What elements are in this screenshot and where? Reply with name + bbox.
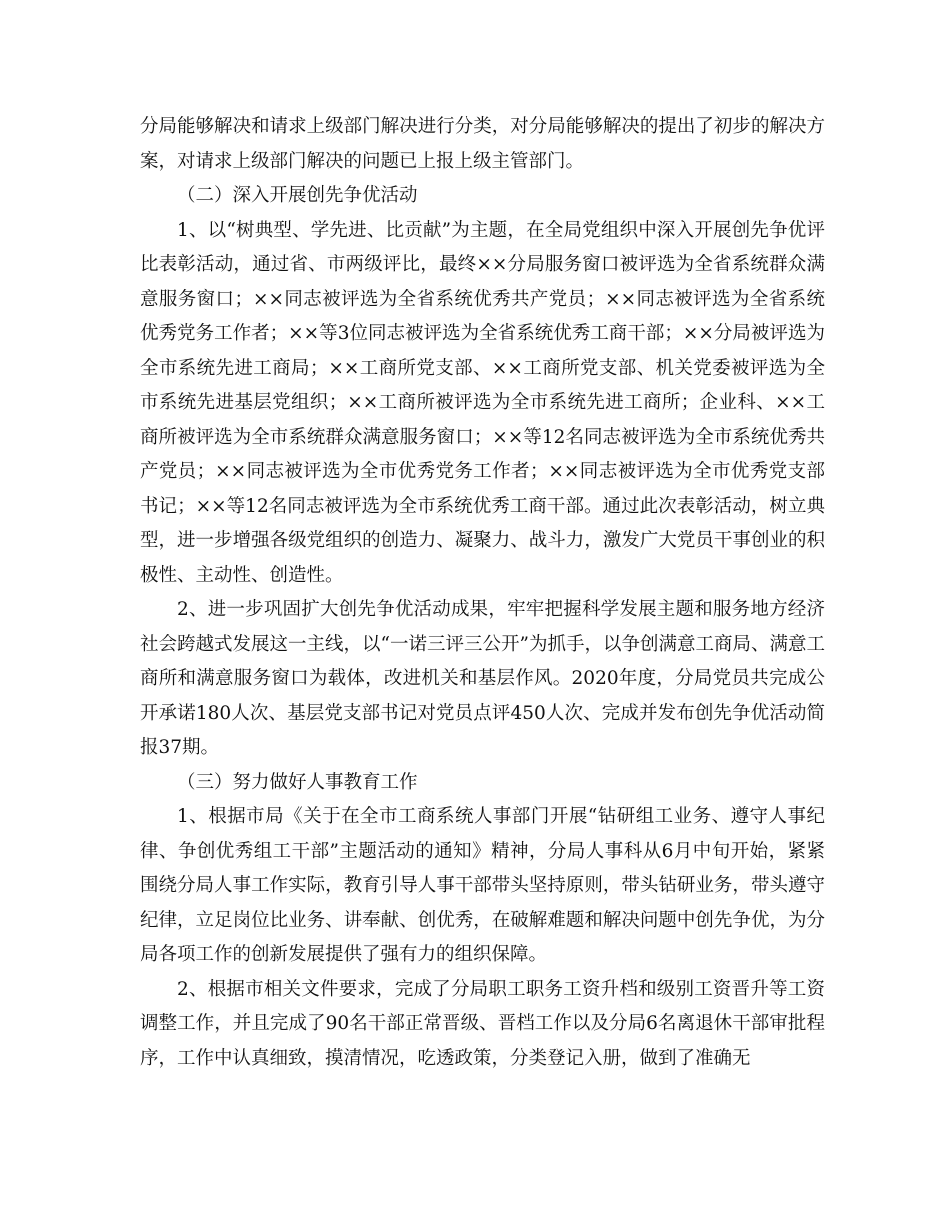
paragraph-awards: 1、以“树典型、学先进、比贡献”为主题，在全局党组织中深入开展创先争优评比表彰活动，通过省、市两级评比，最终××分局服务窗口被评选为全省系统群众满意服务窗口；××同志被评选为全省系统优秀共产党员；××同志被评选为全省系统优秀党务工作者；××等3位同志被评选为全省系统优秀工商干部；××分局被评选为全市系统先进工商局；××工商所党支部、××工商所党支部、机关党委被评选为全市系统先进基层党组织；××工商所被评选为全市系统先进工商所；企业科、××工商所被评选为全市系统群众满意服务窗口；××等12名同志被评选为全市系统优秀共产党员；××同志被评选为全市优秀党务工作者；××同志被评选为全市优秀党支部书记；××等12名同志被评选为全市系统优秀工商干部。通过此次表彰活动，树立典型，进一步增强各级党组织的创造力、凝聚力、战斗力，激发广大党员干事创业的积极性、主动性、创造性。 <box>140 219 825 586</box>
paragraph-continuation: 分局能够解决和请求上级部门解决进行分类，对分局能够解决的提出了初步的解决方案，对请求上级部门解决的问题已上报上级主管部门。 <box>140 116 825 172</box>
paragraph-personnel-activity: 1、根据市局《关于在全市工商系统人事部门开展“钻研组工业务、遵守人事纪律、争创优秀组工干部”主题活动的通知》精神，分局人事科从6月中旬开始，紧紧围绕分局人事工作实际，教育引导人事干部带头坚持原则，带头钻研业务，带头遵守纪律，立足岗位比业务、讲奉献、创优秀，在破解难题和解决问题中创先争优，为分局各项工作的创新发展提供了强有力的组织保障。 <box>140 806 825 965</box>
paragraph-consolidation: 2、进一步巩固扩大创先争优活动成果，牢牢把握科学发展主题和服务地方经济社会跨越式发展这一主线，以“一诺三评三公开”为抓手，以争创满意工商局、满意工商所和满意服务窗口为载体，改进机关和基层作风。2020年度，分局党员共完成公开承诺180人次、基层党支部书记对党员点评450人次、完成并发布创先争优活动简报37期。 <box>140 599 825 758</box>
section-heading-2: （二）深入开展创先争优活动 <box>177 185 418 206</box>
paragraph-salary-adjustment: 2、根据市相关文件要求，完成了分局职工职务工资升档和级别工资晋升等工资调整工作，并且完成了90名干部正常晋级、晋档工作以及分局6名离退休干部审批程序，工作中认真细致，摸清情况，吃透政策，分类登记入册，做到了准确无 <box>140 978 825 1069</box>
section-heading-3: （三）努力做好人事教育工作 <box>177 771 418 793</box>
document-body <box>140 110 825 1076</box>
